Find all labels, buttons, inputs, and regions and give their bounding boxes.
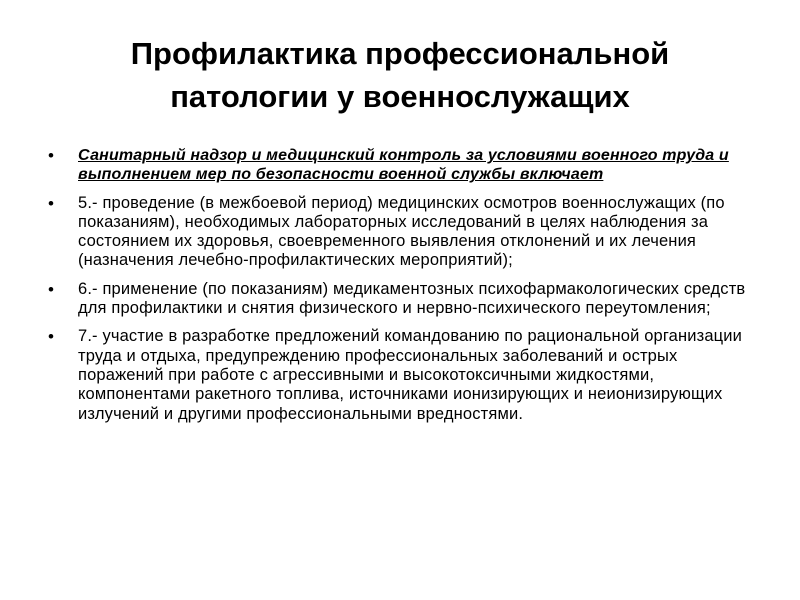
bullet-dot-icon: • [48, 327, 55, 347]
bullet-item-7 [48, 327, 758, 423]
bullet-dot-icon: • [48, 279, 55, 299]
slide-title-line-1: Профилактика профессиональной [130, 36, 670, 71]
bullet-item-intro [48, 146, 758, 185]
slide-title-line-2: патологии у военнослужащих [170, 79, 630, 114]
bullet-dot-icon: • [48, 146, 55, 165]
bullet-dot-icon: • [48, 193, 55, 213]
bullet-list [48, 146, 758, 433]
bullet-item-6 [48, 280, 758, 319]
bullet-item-5 [48, 194, 758, 271]
bullet-text-intro: Санитарный надзор и медицинский контроль за условиями военного труда и выполнением мер по безопасности военной службы включает [78, 147, 729, 184]
bullet-text-7: 7.- участие в разработке предложений командованию по рациональной организации труда и отдыха, предупреждению профессиональных заболеваний и острых поражений при работе с агрессивными и высокотоксичными жидкостями, компонентами ракетного топлива, источниками ионизирующих и неионизирующих излучений и другими профессиональными вредностями. [78, 327, 743, 423]
bullet-text-6: 6.- применение (по показаниям) медикаментозных психофармакологических средств для профилактики и снятия физического и нервно-психического переутомления; [78, 279, 746, 318]
bullet-text-5: 5.- проведение (в межбоевой период) медицинских осмотров военнослужащих (по показаниям), необходимых лабораторных исследований в целях наблюдения за состоянием их здоровья, своевременного выявления отклонений и их лечения (назначения лечебно-профилактических мероприятий); [78, 193, 725, 270]
slide-title [40, 32, 760, 118]
